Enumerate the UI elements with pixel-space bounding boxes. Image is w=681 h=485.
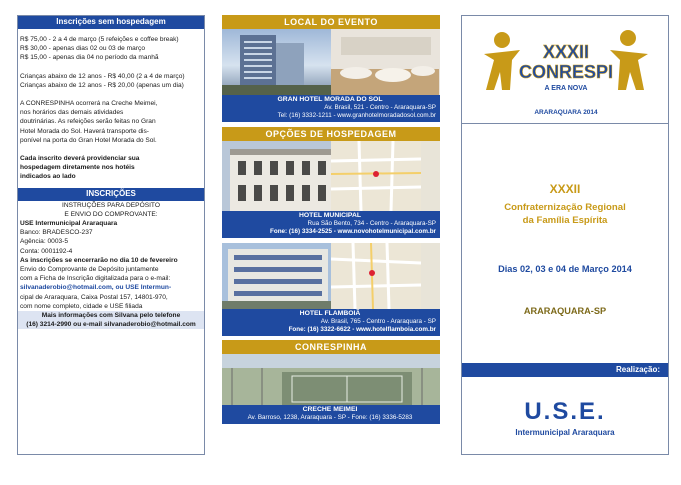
map-icon — [331, 141, 440, 211]
hotel1-info — [222, 211, 440, 238]
meals-text: nos horários das demais atividades — [20, 109, 124, 117]
left-panel — [17, 15, 205, 455]
instructions-line: E ENVIO DO COMPROVANTE: — [64, 210, 158, 218]
bank-line: USE Intermunicipal Araraquara — [20, 220, 118, 228]
opcoes-hospedagem-header: OPÇÕES DE HOSPEDAGEM — [222, 127, 440, 141]
hotel-building-photo — [222, 29, 331, 95]
realizacao-bar: Realização: — [462, 363, 668, 377]
logo-word: CONRESPI — [518, 62, 614, 82]
event-dates: Dias 02, 03 e 04 de Março 2014 — [498, 264, 632, 274]
lodging-note: indicados ao lado — [20, 173, 76, 181]
local-evento-header: LOCAL DO EVENTO — [222, 15, 440, 29]
event-hotel-name: GRAN HOTEL MORADA DO SOL — [277, 96, 383, 103]
event-hotel-info — [222, 95, 440, 122]
middle-panel — [222, 15, 440, 455]
send-line: com nome completo, cidade e USE filiada — [20, 302, 143, 310]
children-price: Crianças abaixo de 12 anos - R$ 20,00 (apenas um dia) — [20, 81, 184, 89]
hotel-flamboia-photo — [222, 243, 331, 309]
meals-text: doutrinárias. As refeições serão feitas no Gran — [20, 118, 156, 126]
hotel2-phone[interactable]: Fone: (16) 3322-6622 - www.hotelflamboia.com.br — [288, 326, 436, 333]
email-link[interactable]: silvanaderobio@hotmail.com, ou USE Intermun- — [20, 284, 172, 292]
conrespi-logo — [462, 16, 668, 124]
hotel1-name: HOTEL MUNICIPAL — [298, 212, 362, 219]
conrespinha-header: CONRESPINHA — [222, 340, 440, 354]
deadline: As inscrições se encerrarão no dia 10 de fevereiro — [20, 256, 178, 264]
right-panel — [461, 15, 669, 455]
event-hotel-phone[interactable]: Tel: (16) 3332-1211 - www.granhotelmoradadosol.com.br — [277, 112, 436, 119]
lodging-note: hospedagem diretamente nos hotéis — [20, 164, 135, 172]
hotel-municipal-photo — [222, 141, 331, 211]
instructions-line: INSTRUÇÕES PARA DEPÓSITO — [62, 201, 160, 209]
meals-text: Hotel Morada do Sol. Haverá transporte dis- — [20, 127, 150, 135]
bank-line: Banco: BRADESCO-237 — [20, 229, 93, 237]
creche-info — [222, 405, 440, 424]
send-line: cipal de Araraquara, Caixa Postal 157, 14801-970, — [20, 293, 168, 301]
hotel2-name: HOTEL FLAMBOIÃ — [299, 310, 361, 317]
meals-text: A CONRESPINHA ocorrerá na Creche Meimei, — [20, 100, 158, 108]
title-line-1: Confraternização Regional — [504, 202, 626, 213]
event-city: ARARAQUARA-SP — [523, 306, 607, 316]
creche-photos — [222, 354, 440, 405]
use-logo: U.S.E. — [524, 398, 606, 425]
hotel1-photos — [222, 141, 440, 211]
hotel1-phone[interactable]: Fone: (16) 3334-2525 - www.novohotelmunicipal.com.br — [270, 228, 436, 235]
creche-name: CRECHE MEIMEI — [302, 406, 358, 413]
more-info: Mais informações com Silvana pelo telefone — [18, 311, 204, 320]
bank-line: Conta: 0001192-4 — [20, 247, 73, 255]
sports-court-photo — [222, 354, 440, 405]
use-subtitle: Intermunicipal Araraquara — [515, 428, 615, 437]
hotel1-address: Rua São Bento, 734 - Centro - Araraquara-SP — [307, 220, 436, 227]
price-line: R$ 30,00 - apenas dias 02 ou 03 de março — [20, 45, 145, 53]
event-hotel-address: Av. Brasil, 521 - Centro - Araraquara-SP — [324, 104, 436, 111]
price-line: R$ 75,00 - 2 a 4 de março (5 refeições e coffee break) — [20, 36, 179, 43]
lodging-note: Cada inscrito deverá providenciar sua — [20, 155, 140, 163]
buffet-photo — [331, 29, 440, 95]
inscricoes-sem-hospedagem-header: Inscrições sem hospedagem — [18, 16, 204, 29]
event-photos — [222, 29, 440, 95]
hotel2-photos — [222, 243, 440, 309]
map-icon — [331, 243, 440, 309]
hotel2-info — [222, 309, 440, 336]
send-line: Envio do Comprovante de Depósito juntamente — [20, 266, 159, 274]
creche-address: Av. Barroso, 1238, Araraquara - SP - Fone: (16) 3336-5283 — [247, 414, 413, 421]
logo-roman: XXXII — [542, 42, 590, 62]
hotel2-address: Av. Brasil, 765 - Centro - Araraquara - SP — [320, 318, 436, 325]
bank-line: Agência: 0003-5 — [20, 238, 69, 246]
title-line-2: da Família Espírita — [522, 215, 608, 226]
inscricoes-header: INSCRIÇÕES — [18, 188, 204, 201]
price-line: R$ 15,00 - apenas dia 04 no período da manhã — [20, 54, 159, 62]
edition-roman: XXXII — [549, 182, 581, 196]
logo-city: ARARAQUARA 2014 — [534, 109, 598, 116]
children-price: Crianças abaixo de 12 anos - R$ 40,00 (2 a 4 de março) — [20, 72, 185, 80]
send-line: com a Ficha de Inscrição digitalizada para o e-mail: — [20, 275, 171, 283]
logo-tagline: A ERA NOVA — [544, 85, 588, 92]
meals-text: ponível na porta do Gran Hotel Morada do Sol. — [20, 136, 157, 144]
contact-line: (16) 3214-2990 ou e-mail silvanaderobio@hotmail.com — [18, 320, 204, 329]
